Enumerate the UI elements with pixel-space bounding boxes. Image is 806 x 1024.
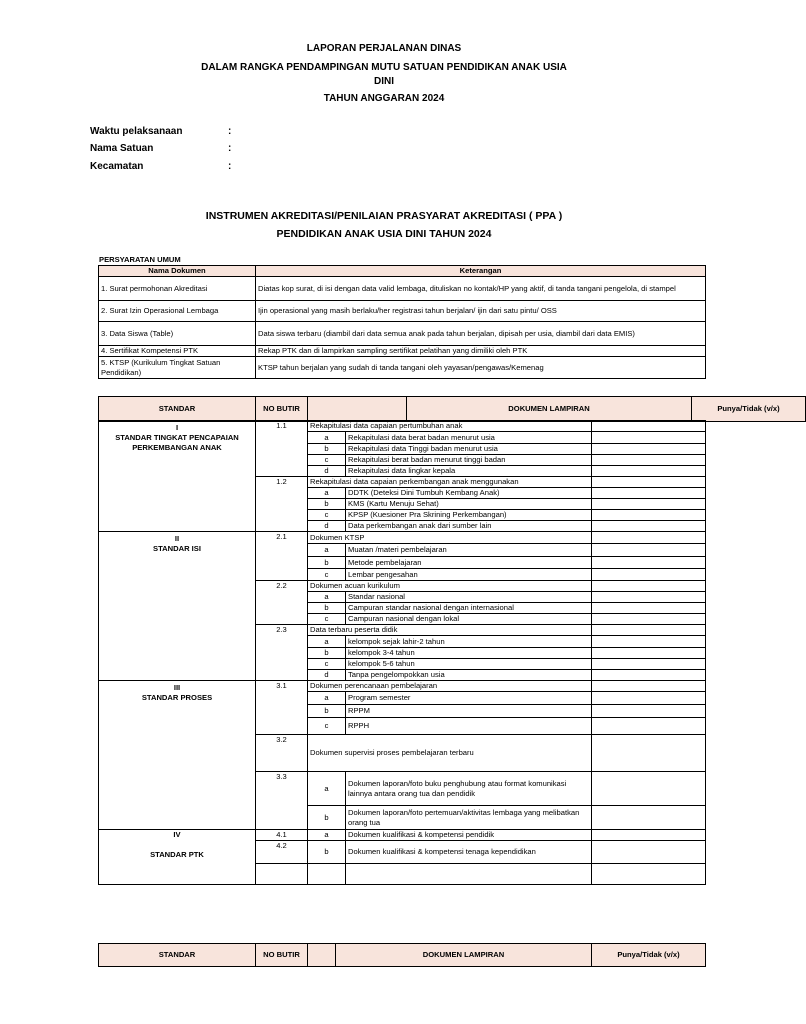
- dokumen-item: Dokumen supervisi proses pembelajaran terbaru: [308, 735, 592, 772]
- nama-dokumen: 4. Sertifikat Kompetensi PTK: [99, 346, 256, 357]
- dokumen-item: Rekapitulasi data capaian pertumbuhan anak: [308, 421, 592, 432]
- dokumen-item: Program semester: [346, 692, 592, 705]
- punya-cell[interactable]: [592, 614, 706, 625]
- sub-letter: a: [308, 592, 346, 603]
- col-punya-tidak: Punya/Tidak (v/x): [592, 944, 706, 967]
- report-subtitle-cont: DINI: [374, 76, 394, 87]
- sub-letter: c: [308, 569, 346, 581]
- sub-letter: b: [308, 648, 346, 659]
- standar-number: II: [174, 534, 180, 543]
- standar-cell: [99, 830, 256, 885]
- dokumen-item: KPSP (Kuesioner Pra Skrining Perkembangan): [346, 510, 592, 521]
- report-title: LAPORAN PERJALANAN DINAS: [306, 43, 462, 54]
- dokumen-item: kelompok sejak lahir-2 tahun: [346, 636, 592, 648]
- persyaratan-table: [98, 265, 706, 379]
- dokumen-item: Rekapitulasi data berat badan menurut usia: [346, 432, 592, 444]
- sub-letter: b: [308, 603, 346, 614]
- nama-dokumen: 5. KTSP (Kurikulum Tingkat Satuan Pendidikan): [99, 357, 256, 379]
- dokumen-item: Rekapitulasi data Tinggi badan menurut usia: [346, 444, 592, 455]
- sub-letter: c: [308, 659, 346, 670]
- sub-letter: a: [308, 544, 346, 557]
- punya-cell[interactable]: [592, 772, 706, 806]
- standar-name: STANDAR PTK: [150, 850, 204, 859]
- dokumen-item: KMS (Kartu Menuju Sehat): [346, 499, 592, 510]
- sub-letter: c: [308, 614, 346, 625]
- standar-cell: [99, 421, 256, 532]
- dokumen-item: Dokumen laporan/foto pertemuan/aktivitas lembaga yang melibatkan orang tua: [346, 806, 592, 830]
- dokumen-item: Rekapitulasi berat badan menurut tinggi badan: [346, 455, 592, 466]
- sub-letter: b: [308, 557, 346, 569]
- butir-number: 2.3: [256, 625, 308, 681]
- dokumen-item: Campuran nasional dengan lokal: [346, 614, 592, 625]
- empty-cell: [308, 864, 346, 885]
- butir-number: 2.1: [256, 532, 308, 581]
- sub-letter: b: [308, 444, 346, 455]
- empty-cell: [256, 864, 308, 885]
- table-row: [99, 277, 706, 301]
- sub-letter: d: [308, 466, 346, 477]
- keterangan: Rekap PTK dan di lampirkan sampling sertifikat pelatihan yang dimiliki oleh PTK: [256, 346, 706, 357]
- keterangan: KTSP tahun berjalan yang sudah di tanda tangani oleh yayasan/pengawas/Kemenag: [256, 357, 706, 379]
- waktu-colon: :: [228, 126, 232, 137]
- dokumen-item: Tanpa pengelompokkan usia: [346, 670, 592, 681]
- keterangan: Ijin operasional yang masih berlaku/her registrasi tahun berjalan/ ijin dari satu pintu/ OSS: [256, 301, 706, 322]
- col-dokumen-lampiran: DOKUMEN LAMPIRAN: [336, 944, 592, 967]
- sub-letter: c: [308, 718, 346, 735]
- sub-letter: a: [308, 772, 346, 806]
- instrumen-subtitle: PENDIDIKAN ANAK USIA DINI TAHUN 2024: [276, 228, 492, 240]
- punya-cell[interactable]: [592, 659, 706, 670]
- punya-cell[interactable]: [592, 670, 706, 681]
- sub-letter: b: [308, 841, 346, 864]
- punya-cell[interactable]: [592, 569, 706, 581]
- dokumen-item: Dokumen KTSP: [308, 532, 592, 544]
- instrumen-title: INSTRUMEN AKREDITASI/PENILAIAN PRASYARAT AKREDITASI ( PPA ): [205, 210, 563, 222]
- dokumen-item: RPPM: [346, 705, 592, 718]
- sub-letter: a: [308, 636, 346, 648]
- col-no-butir: NO BUTIR: [256, 944, 308, 967]
- report-year: TAHUN ANGGARAN 2024: [323, 93, 445, 104]
- dokumen-item: RPPH: [346, 718, 592, 735]
- col-dokumen-lampiran: DOKUMEN LAMPIRAN: [407, 397, 692, 422]
- empty-cell: [346, 864, 592, 885]
- table-row: [99, 322, 706, 346]
- col-punya-tidak: Punya/Tidak (v/x): [692, 397, 806, 422]
- punya-cell[interactable]: [592, 557, 706, 569]
- punya-cell[interactable]: [592, 444, 706, 455]
- sub-letter: c: [308, 455, 346, 466]
- butir-number: 3.2: [256, 735, 308, 772]
- punya-cell[interactable]: [592, 603, 706, 614]
- table-row: [99, 357, 706, 379]
- punya-cell[interactable]: [592, 681, 706, 692]
- sub-letter: b: [308, 499, 346, 510]
- sub-letter: c: [308, 510, 346, 521]
- sub-letter: a: [308, 432, 346, 444]
- standar-name: STANDAR PROSES: [141, 693, 213, 702]
- butir-number: 3.3: [256, 772, 308, 830]
- punya-cell[interactable]: [592, 477, 706, 488]
- dokumen-item: Muatan /materi pembelajaran: [346, 544, 592, 557]
- punya-cell[interactable]: [592, 581, 706, 592]
- dokumen-item: Data terbaru peserta didik: [308, 625, 592, 636]
- standar-name: STANDAR TINGKAT PENCAPAIAN PERKEMBANGAN ANAK: [115, 433, 239, 452]
- butir-number: 4.2: [256, 841, 308, 864]
- standar-number: IV: [173, 830, 181, 839]
- sub-letter: d: [308, 521, 346, 532]
- table-row: [99, 346, 706, 357]
- col-no-butir: NO BUTIR: [256, 397, 308, 422]
- sub-letter: b: [308, 806, 346, 830]
- dokumen-item: Dokumen kualifikasi & kompetensi tenaga kependidikan: [346, 841, 592, 864]
- punya-cell[interactable]: [592, 532, 706, 544]
- butir-number: 4.1: [256, 830, 308, 841]
- punya-cell[interactable]: [592, 510, 706, 521]
- col-nama-dokumen: Nama Dokumen: [99, 266, 256, 277]
- sub-letter: a: [308, 692, 346, 705]
- punya-cell[interactable]: [592, 625, 706, 636]
- punya-cell[interactable]: [592, 705, 706, 718]
- dokumen-item: Rekapitulasi data capaian perkembangan anak menggunakan: [308, 477, 592, 488]
- table-row: [99, 301, 706, 322]
- punya-cell[interactable]: [592, 830, 706, 841]
- punya-cell[interactable]: [592, 718, 706, 735]
- col-keterangan: Keterangan: [256, 266, 706, 277]
- dokumen-item: Data perkembangan anak dari sumber lain: [346, 521, 592, 532]
- dokumen-item: Dokumen kualifikasi & kompetensi pendidik: [346, 830, 592, 841]
- dokumen-item: Rekapitulasi data lingkar kepala: [346, 466, 592, 477]
- nama-satuan-label: Nama Satuan: [90, 143, 154, 154]
- sub-letter: b: [308, 705, 346, 718]
- butir-number: 1.1: [256, 421, 308, 477]
- dokumen-item: kelompok 5-6 tahun: [346, 659, 592, 670]
- punya-cell[interactable]: [592, 735, 706, 772]
- sub-letter: a: [308, 488, 346, 499]
- dokumen-item: Dokumen acuan kurikulum: [308, 581, 592, 592]
- punya-cell[interactable]: [592, 806, 706, 830]
- standar-name: STANDAR ISI: [153, 544, 201, 553]
- dokumen-item: Dokumen perencanaan pembelajaran: [308, 681, 592, 692]
- col-standar: STANDAR: [99, 944, 256, 967]
- punya-cell[interactable]: [592, 499, 706, 510]
- sub-letter: d: [308, 670, 346, 681]
- butir-number: 3.1: [256, 681, 308, 735]
- standar-table-2: [98, 943, 706, 967]
- dokumen-item: DDTK (Deteksi Dini Tumbuh Kembang Anak): [346, 488, 592, 499]
- punya-cell[interactable]: [592, 648, 706, 659]
- standar-number: I: [175, 423, 179, 432]
- standar-table: [98, 396, 806, 422]
- butir-number: 2.2: [256, 581, 308, 625]
- dokumen-item: Metode pembelajaran: [346, 557, 592, 569]
- kecamatan-colon: :: [228, 161, 232, 172]
- punya-cell[interactable]: [592, 432, 706, 444]
- keterangan: Diatas kop surat, di isi dengan data valid lembaga, dituliskan no kontak/HP yang aktif, di tanda tangani pengelola, di stampel: [256, 277, 706, 301]
- dokumen-item: Lembar pengesahan: [346, 569, 592, 581]
- nama-satuan-colon: :: [228, 143, 232, 154]
- butir-number: 1.2: [256, 477, 308, 532]
- report-subtitle: DALAM RANGKA PENDAMPINGAN MUTU SATUAN PENDIDIKAN ANAK USIA: [201, 62, 567, 73]
- dokumen-item: Dokumen laporan/foto buku penghubung atau format komunikasi lainnya antara orang tua dan pendidik: [346, 772, 592, 806]
- dokumen-item: kelompok 3-4 tahun: [346, 648, 592, 659]
- punya-cell[interactable]: [592, 455, 706, 466]
- standar-table-body: [98, 420, 706, 885]
- keterangan: Data siswa terbaru (diambil dari data semua anak pada tahun berjalan, dipisah per usia, diambil dari data EMIS): [256, 322, 706, 346]
- standar-cell: [99, 681, 256, 830]
- col-standar: STANDAR: [99, 397, 256, 422]
- punya-cell[interactable]: [592, 466, 706, 477]
- punya-cell[interactable]: [592, 488, 706, 499]
- nama-dokumen: 2. Surat Izin Operasional Lembaga: [99, 301, 256, 322]
- persyaratan-heading: PERSYARATAN UMUM: [99, 255, 181, 264]
- punya-cell[interactable]: [592, 521, 706, 532]
- waktu-label: Waktu pelaksanaan: [90, 126, 183, 137]
- punya-cell[interactable]: [592, 544, 706, 557]
- punya-cell[interactable]: [592, 692, 706, 705]
- kecamatan-label: Kecamatan: [90, 161, 144, 172]
- punya-cell[interactable]: [592, 421, 706, 432]
- standar-cell: [99, 532, 256, 681]
- nama-dokumen: 1. Surat permohonan Akreditasi: [99, 277, 256, 301]
- dokumen-item: Standar nasional: [346, 592, 592, 603]
- punya-cell[interactable]: [592, 592, 706, 603]
- punya-cell[interactable]: [592, 636, 706, 648]
- sub-letter: a: [308, 830, 346, 841]
- punya-cell[interactable]: [592, 841, 706, 864]
- punya-cell[interactable]: [592, 864, 706, 885]
- nama-dokumen: 3. Data Siswa (Table): [99, 322, 256, 346]
- standar-number: III: [173, 683, 181, 692]
- dokumen-item: Campuran standar nasional dengan internasional: [346, 603, 592, 614]
